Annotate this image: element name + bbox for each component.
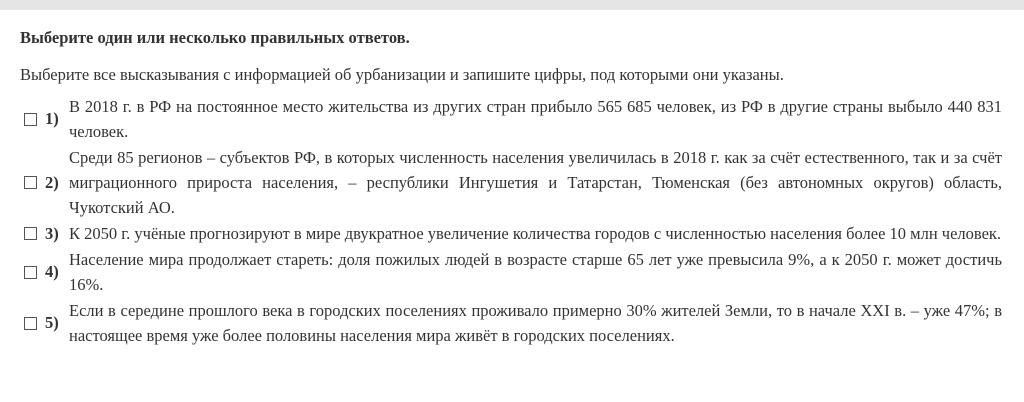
option-4-checkbox[interactable]	[24, 266, 37, 279]
option-2-text: Среди 85 регионов – субъектов РФ, в которых численность населения увеличилась в 2018 г. как за счёт естественного, так и за счёт миграционного прироста населения, – республики Ингушетия и Татарстан, Тюменская (без автономных округов) область, Чукотский АО.	[69, 148, 1002, 217]
option-5-checkbox[interactable]	[24, 317, 37, 330]
top-bar	[0, 0, 1024, 10]
option-2[interactable]	[20, 145, 1002, 220]
option-4-text: Население мира продолжает стареть: доля пожилых людей в возрасте старше 65 лет уже превысила 9%, а к 2050 г. может достичь 16%.	[69, 250, 1002, 294]
quiz-container	[20, 27, 1002, 349]
option-1[interactable]	[20, 94, 1002, 144]
option-3-checkbox[interactable]	[24, 227, 37, 240]
option-3-text: К 2050 г. учёные прогнозируют в мире двукратное увеличение количества городов с численностью населения более 10 млн человек.	[69, 224, 1002, 243]
option-2-number: 2)	[45, 172, 59, 192]
option-5[interactable]	[20, 298, 1002, 348]
option-3[interactable]	[20, 221, 1002, 246]
instruction-text: Выберите один или несколько правильных ответов.	[20, 28, 410, 47]
option-1-number: 1)	[45, 109, 59, 128]
option-2-checkbox[interactable]	[24, 176, 37, 189]
option-4[interactable]	[20, 247, 1002, 297]
option-5-text: Если в середине прошлого века в городских поселениях проживало примерно 30% жителей Земли, то в начале XXI в. – уже 47%; в настоящее время уже более половины населения мира живёт в городских поселениях.	[69, 301, 1002, 345]
question-text: Выберите все высказывания с информацией об урбанизации и запишите цифры, под которыми они указаны.	[20, 65, 784, 84]
option-5-number: 5)	[45, 313, 59, 332]
option-1-text: В 2018 г. в РФ на постоянное место жительства из других стран прибыло 565 685 человек, из РФ в другие страны выбыло 440 831 человек.	[69, 97, 1002, 141]
option-4-number: 4)	[45, 262, 59, 281]
option-1-checkbox[interactable]	[24, 113, 37, 126]
option-3-number: 3)	[45, 223, 59, 243]
